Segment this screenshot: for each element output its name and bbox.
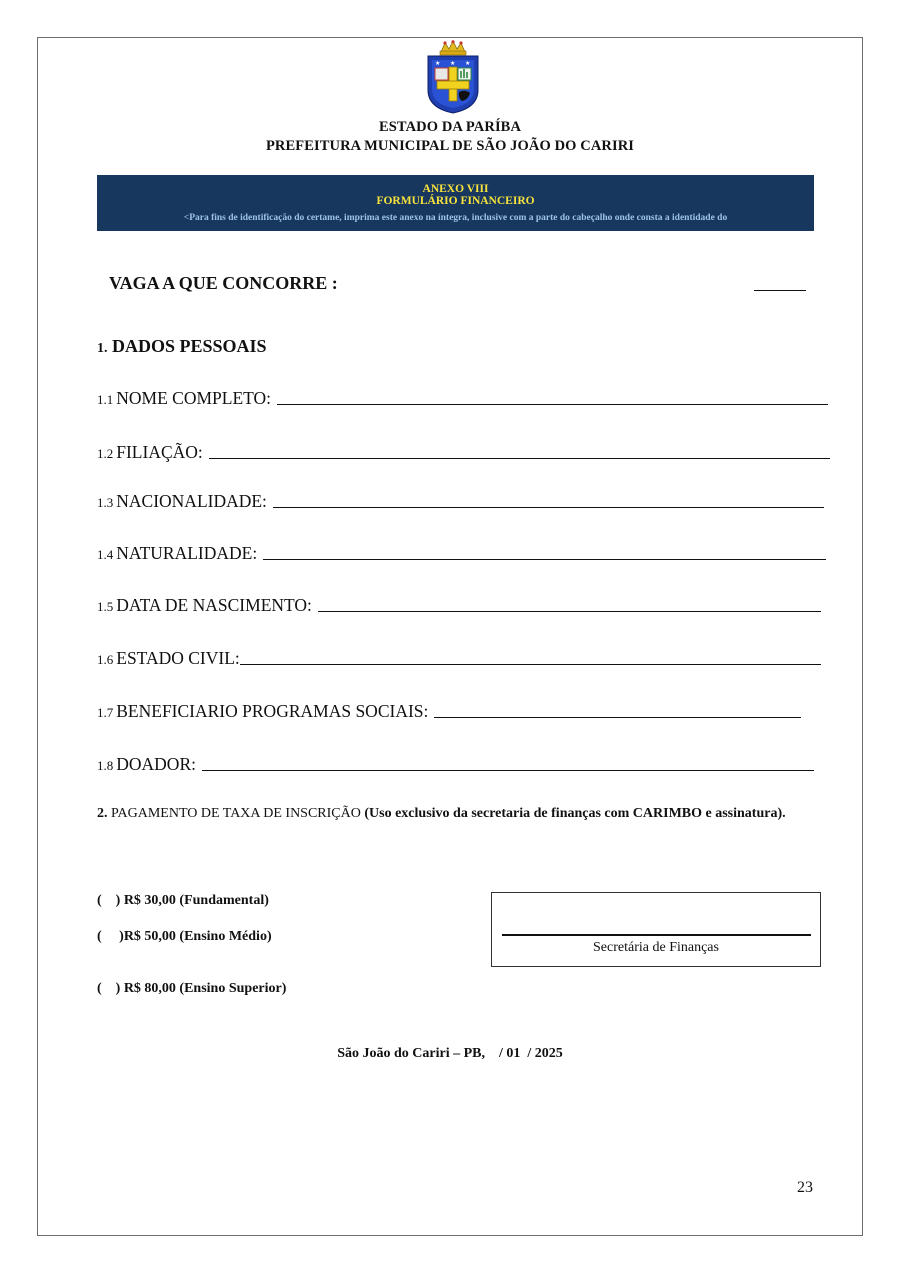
- vaga-label: VAGA A QUE CONCORRE :: [109, 273, 338, 293]
- naturalidade-input-line[interactable]: [263, 559, 826, 560]
- page-number: 23: [797, 1179, 813, 1196]
- doador-input-line[interactable]: [202, 770, 814, 771]
- beneficiario-input-line[interactable]: [434, 717, 801, 718]
- field-nome-completo: 1.1 NOME COMPLETO:: [97, 387, 828, 409]
- signature-line: [502, 934, 811, 936]
- svg-text:★: ★: [450, 60, 456, 67]
- svg-text:★: ★: [465, 60, 471, 67]
- option-ensino-superior-checkbox[interactable]: ( ) R$ 80,00 (Ensino Superior): [97, 981, 287, 996]
- state-name: ESTADO DA PARÍBA: [378, 119, 522, 135]
- field-estado-civil: 1.6 ESTADO CIVIL:: [97, 647, 821, 669]
- field-label: NACIONALIDADE:: [116, 491, 267, 511]
- option-ensino-medio-checkbox[interactable]: ( )R$ 50,00 (Ensino Médio): [97, 929, 272, 944]
- annex-number: ANEXO VIII: [422, 183, 489, 195]
- field-data-nascimento: 1.5 DATA DE NASCIMENTO:: [97, 594, 821, 616]
- field-nacionalidade: 1.3 NACIONALIDADE:: [97, 490, 824, 512]
- field-label: DOADOR:: [116, 754, 196, 774]
- section-personal-data-title: [97, 336, 267, 357]
- annex-banner: [97, 175, 814, 231]
- section-number: 2.: [97, 806, 108, 821]
- field-naturalidade: 1.4 NATURALIDADE:: [97, 542, 826, 564]
- section-payment-title: [97, 805, 797, 823]
- field-label: FILIAÇÃO:: [116, 442, 203, 462]
- data-nascimento-input-line[interactable]: [318, 611, 821, 612]
- field-label: ESTADO CIVIL:: [116, 648, 240, 668]
- stamp-signature-box: [491, 892, 821, 967]
- field-label: NOME COMPLETO:: [116, 388, 272, 408]
- field-beneficiario-programas-sociais: 1.7 BENEFICIARIO PROGRAMAS SOCIAIS:: [97, 700, 801, 722]
- vaga-input-line[interactable]: [754, 290, 806, 291]
- field-label: DATA DE NASCIMENTO:: [116, 595, 312, 615]
- field-filiacao: 1.2 FILIAÇÃO:: [97, 441, 830, 463]
- nome-completo-input-line[interactable]: [277, 404, 828, 405]
- field-label: BENEFICIARIO PROGRAMAS SOCIAIS:: [116, 701, 429, 721]
- nacionalidade-input-line[interactable]: [273, 507, 824, 508]
- field-label: NATURALIDADE:: [116, 543, 258, 563]
- section-title-text: DADOS PESSOAIS: [112, 336, 267, 356]
- option-fundamental-checkbox[interactable]: ( ) R$ 30,00 (Fundamental): [97, 893, 269, 908]
- estado-civil-input-line[interactable]: [240, 664, 821, 665]
- payment-usage-note: (Uso exclusivo da secretaria de finanças com CARIMBO e assinatura).: [364, 806, 786, 821]
- filiacao-input-line[interactable]: [209, 458, 830, 459]
- coat-of-arms-icon: [425, 40, 481, 114]
- signature-label: Secretária de Finanças: [593, 940, 719, 955]
- section-number: 1.: [97, 341, 108, 356]
- form-title: FORMULÁRIO FINANCEIRO: [376, 195, 535, 207]
- place-date-line: São João do Cariri – PB, / 01 / 2025: [337, 1046, 563, 1061]
- field-doador: 1.8 DOADOR:: [97, 753, 814, 775]
- print-instruction: <Para fins de identificação do certame, imprima este anexo na íntegra, inclusive com a parte do cabeçalho onde consta a identidade do: [183, 213, 728, 223]
- city-hall-name: PREFEITURA MUNICIPAL DE SÃO JOÃO DO CARIRI: [265, 138, 635, 154]
- payment-title-text: PAGAMENTO DE TAXA DE INSCRIÇÃO: [111, 806, 361, 821]
- svg-text:★: ★: [435, 60, 441, 67]
